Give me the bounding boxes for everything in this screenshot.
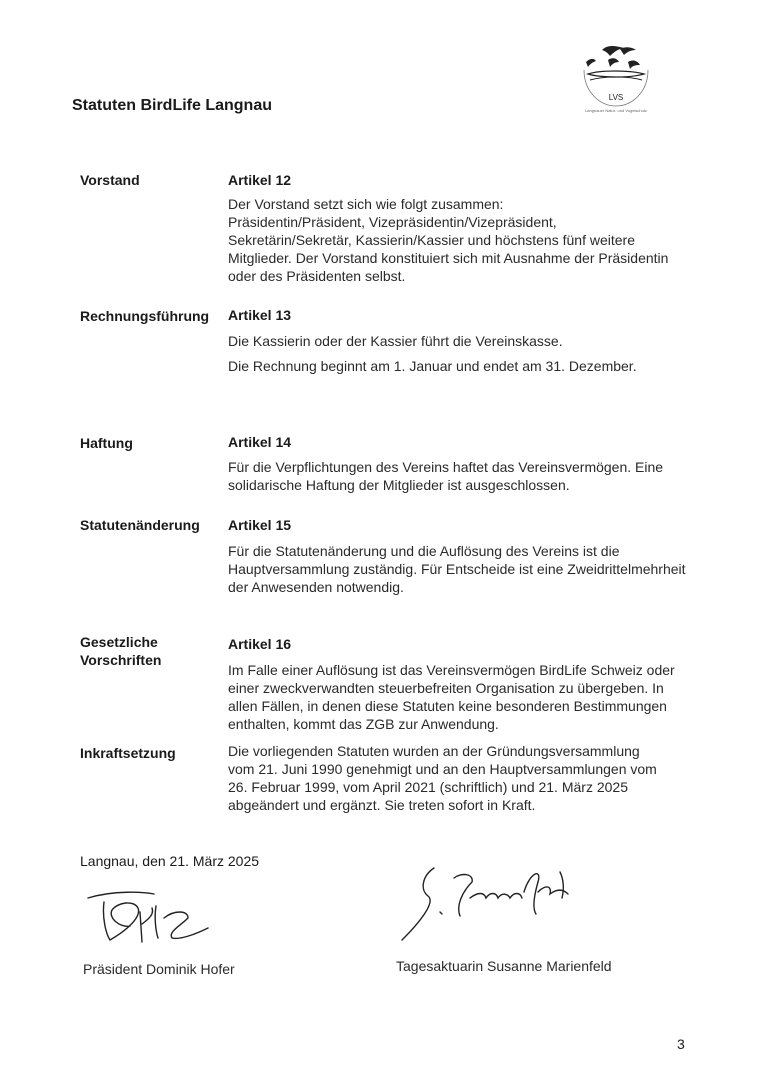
section-label-haftung: Haftung [80,435,133,451]
document-title: Statuten BirdLife Langnau [72,97,272,114]
signature-name-hofer: Präsident Dominik Hofer [83,961,235,977]
article-heading-12: Artikel 12 [228,172,292,188]
article-text-14: Für die Verpflichtungen des Vereins haftet das Vereinsvermögen. Eine solidarische Haftung der Mitglieder ist ausgeschlossen. [228,459,664,493]
article-heading-14: Artikel 14 [228,434,292,450]
article-heading-13: Artikel 13 [228,307,292,323]
section-label-statutenaenderung: Statutenänderung [80,517,200,533]
article-heading-16: Artikel 16 [228,636,292,652]
section-label-rechnungsfuehrung: Rechnungsführung [80,308,210,324]
signature-marienfeld [392,862,582,946]
inkraftsetzung-text: Die vorliegenden Statuten wurden an der Gründungsversammlung vom 21. Juni 1990 genehmigt und an den Hauptversammlungen vom 26. Februar 1999, vom April 2021 (schriftlich) und 21. März 2025 abgeändert und ergänzt. Sie treten sofort in Kraft. [228,743,657,813]
page-number: 3 [677,1036,685,1052]
article-text-16: Im Falle einer Auflösung ist das Vereinsvermögen BirdLife Schweiz oder einer zweckverwandten steuerbefreiten Organisation zu übergeben. In allen Fällen, in denen diese Statuten keine besonderen Bestimmungen enthalten, kommt das ZGB zur Anwendung. [228,662,675,732]
article-heading-15: Artikel 15 [228,517,292,533]
place-date: Langnau, den 21. März 2025 [80,853,260,869]
article-text-13a: Die Kassierin oder der Kassier führt die Vereinskasse. [228,333,563,349]
logo-text: LVS [608,93,624,102]
signature-hofer [84,888,218,948]
swallow-icon [586,46,640,69]
section-label-vorstand: Vorstand [80,172,140,188]
section-label-gesetzliche-vorschriften: Gesetzliche Vorschriften [80,634,162,668]
section-label-inkraftsetzung: Inkraftsetzung [80,745,176,761]
logo-ring-text: Langnauer Natur- und Vogelschutz [585,108,647,113]
signature-name-marienfeld: Tagesaktuarin Susanne Marienfeld [396,958,612,974]
birdlife-logo [580,40,652,116]
article-text-13b: Die Rechnung beginnt am 1. Januar und endet am 31. Dezember. [228,358,637,374]
article-text-15: Für die Statutenänderung und die Auflösung des Vereins ist die Hauptversammlung zuständig. Für Entscheide ist eine Zweidrittelmehrheit der Anwesenden notwendig. [228,543,686,595]
article-text-12: Der Vorstand setzt sich wie folgt zusammen: Präsidentin/Präsident, Vizepräsidentin/Vizepräsident, Sekretärin/Sekretär, Kassierin/Kassier und höchstens fünf weitere Mitglieder. Der Vorstand konstituiert sich mit Ausnahme der Präsidentin oder des Präsidenten selbst. [228,196,669,284]
